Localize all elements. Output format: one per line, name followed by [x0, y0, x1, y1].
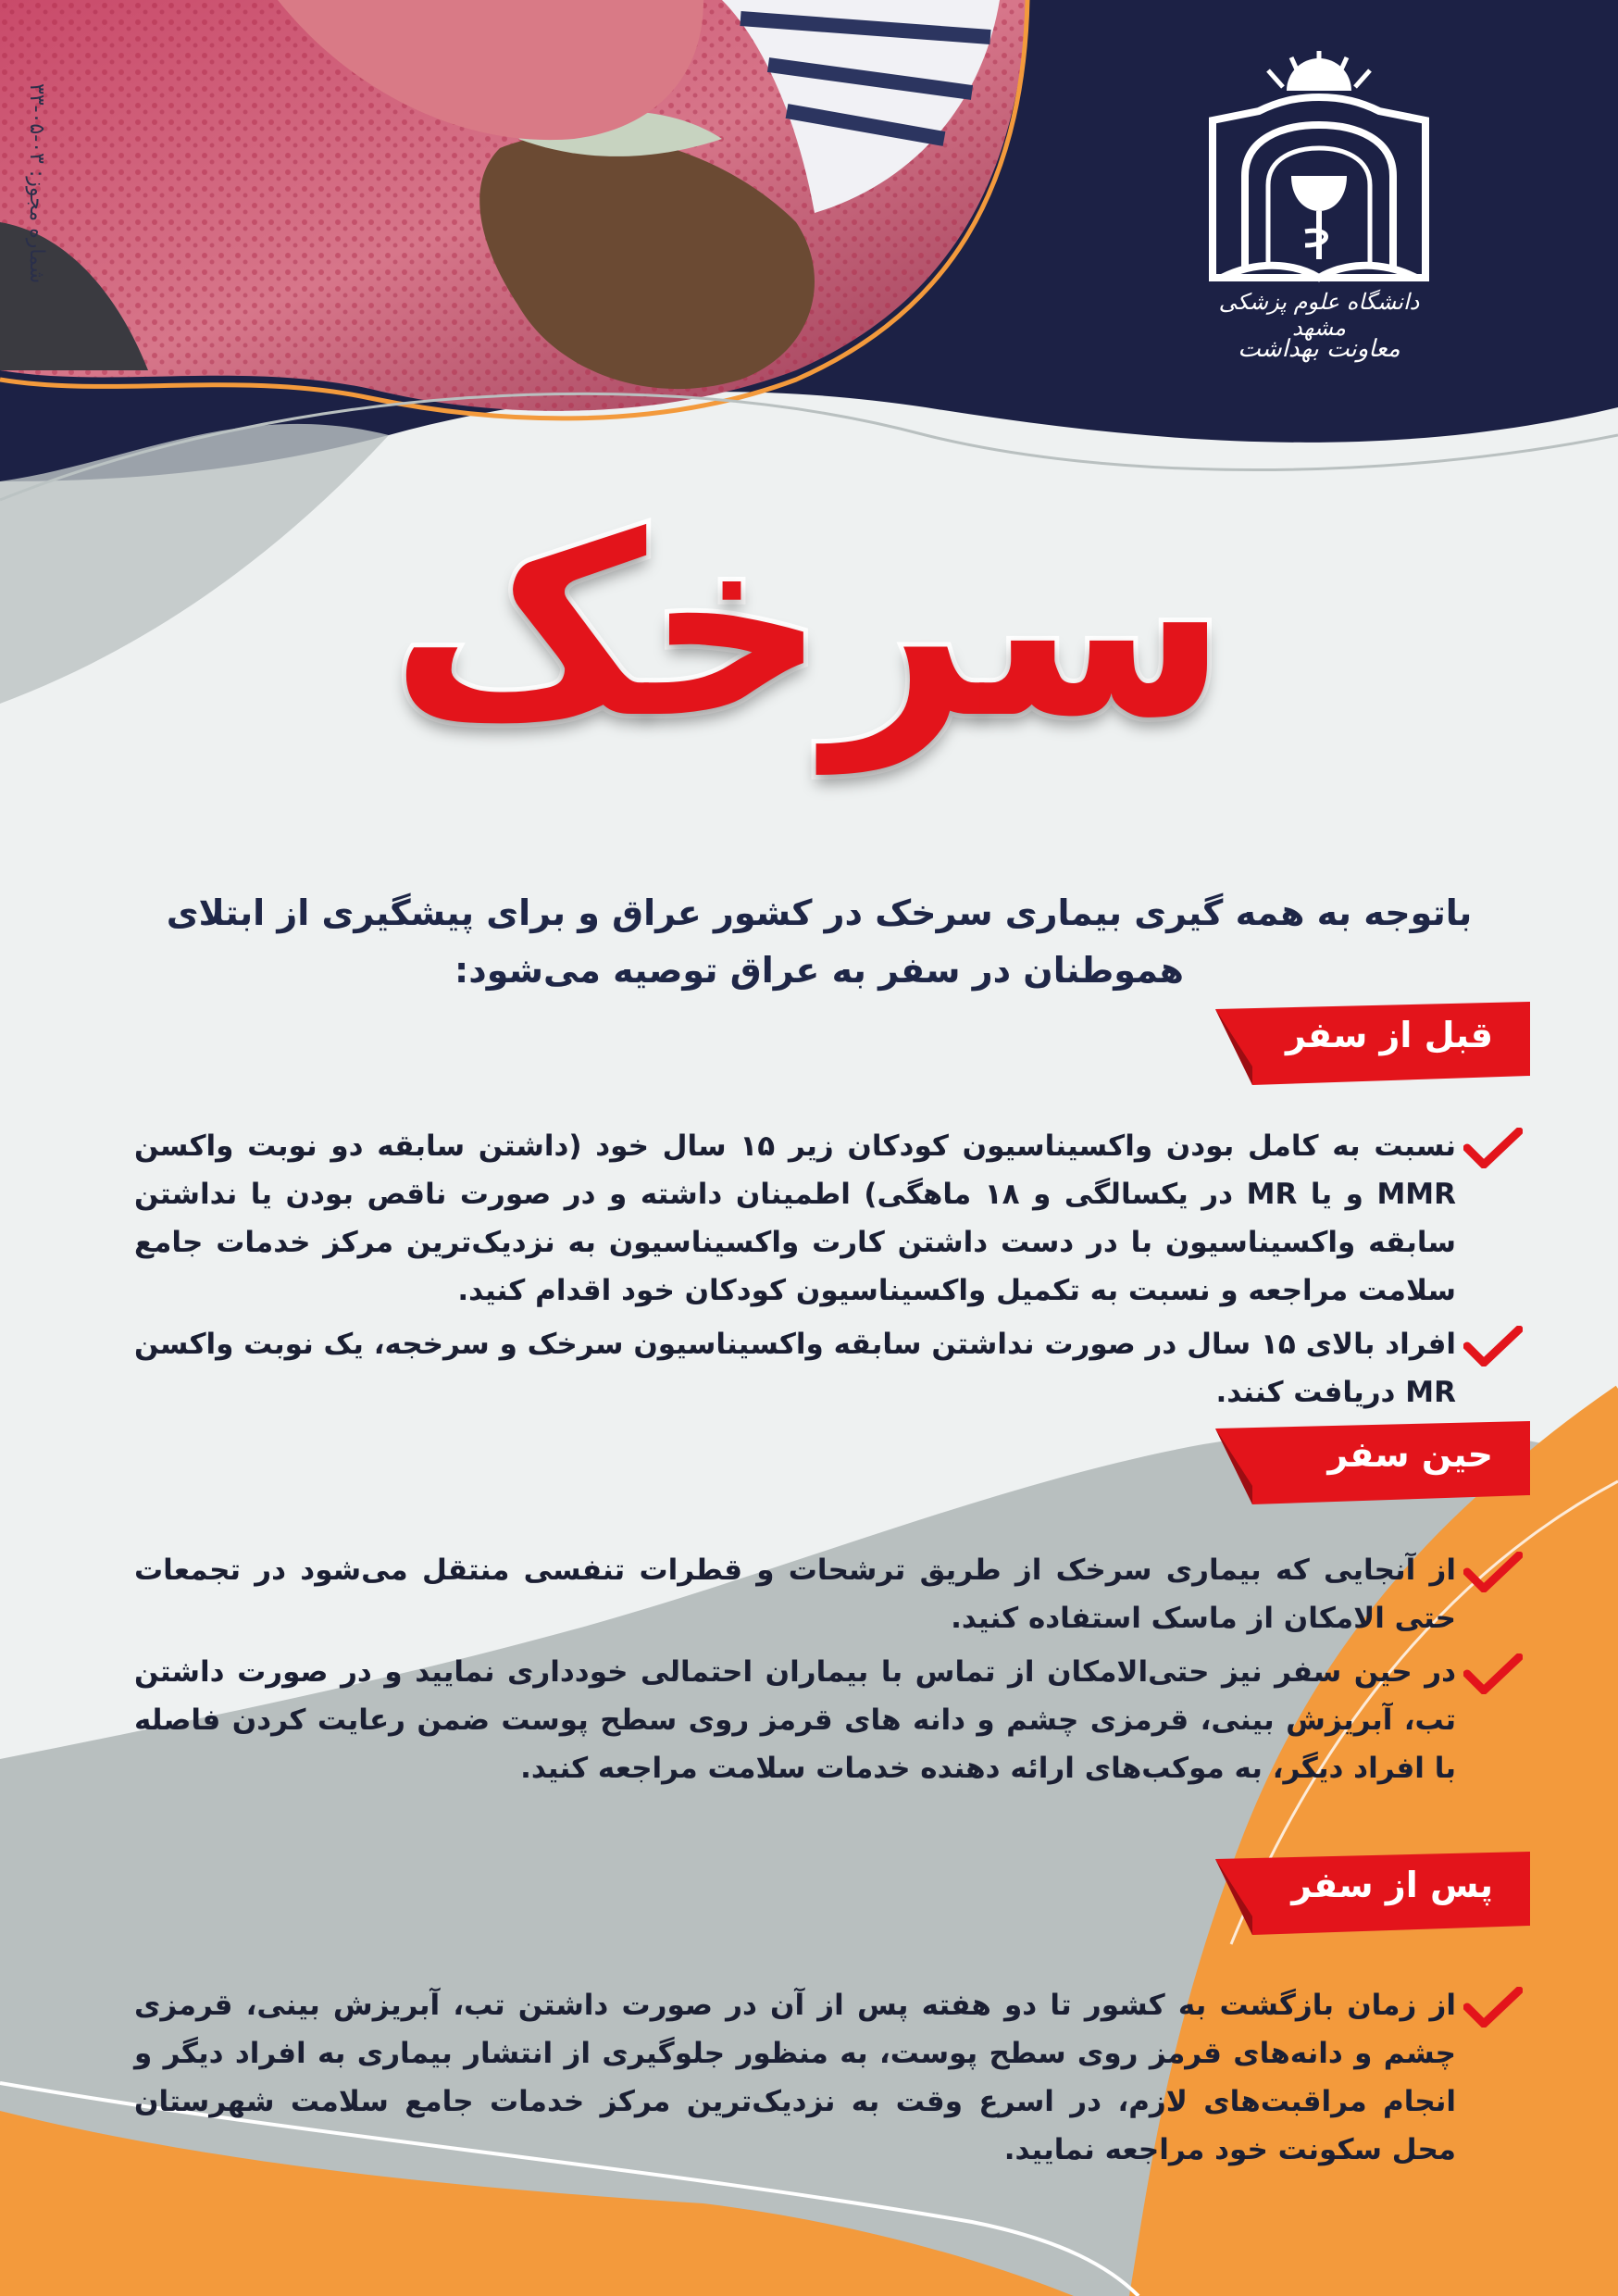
intro-text: باتوجه به همه گیری بیماری سرخک در کشور عراق و برای پیشگیری از ابتلای هموطنان در سفر به عراق توصیه می‌شود:	[166, 892, 1473, 991]
university-logo	[1194, 46, 1444, 380]
section-list-during-travel	[134, 1546, 1495, 1798]
list-item	[134, 1648, 1495, 1792]
section-list-after-travel	[134, 1981, 1495, 2179]
list-item	[134, 1981, 1495, 2174]
checkmark-icon	[1463, 1326, 1523, 1366]
section-banner-before-travel	[1215, 1002, 1530, 1085]
section-heading-before-travel: قبل از سفر	[1285, 1015, 1493, 1055]
list-item	[134, 1320, 1495, 1416]
section-heading-during-travel: حین سفر	[1327, 1434, 1493, 1475]
section-list-before-travel	[134, 1122, 1495, 1422]
list-item-text: نسبت به کامل بودن واکسیناسیون کودکان زیر ۱۵ سال خود (داشتن سابقه دو نوبت واکسن MMR و یا MR در یکسالگی و ۱۸ ماهگی) اطمینان داشته و در صورت ناقص بودن یا نداشتن سابقه واکسیناسیون با در دست داشتن کارت واکسیناسیون به نزدیک‌ترین مرکز خدمات جامع سلامت مراجعه و نسبت به تکمیل واکسیناسیون کودکان خود اقدام کنید.	[134, 1129, 1457, 1307]
page-title: سرخک	[390, 481, 1228, 773]
checkmark-icon	[1463, 1552, 1523, 1592]
list-item-text: از آنجایی که بیماری سرخک از طریق ترشحات و قطرات تنفسی منتقل می‌شود در تجمعات حتی الامکان از ماسک استفاده کنید.	[134, 1554, 1456, 1635]
list-item	[134, 1122, 1495, 1315]
logo-university-name: دانشگاه علوم پزشکی مشهد	[1218, 289, 1420, 341]
section-heading-after-travel: پس از سفر	[1291, 1865, 1493, 1905]
university-emblem-icon	[1194, 46, 1444, 306]
list-item-text: در حین سفر نیز حتی‌الامکان از تماس با بیماران احتمالی خودداری نمایید و در صورت داشتن تب، آبریزش بینی، قرمزی چشم و دانه های قرمز روی سطح پوست ضمن رعایت کردن فاصله با افراد دیگر، به موکب‌های ارائه دهنده خدمات سلامت مراجعه کنید.	[134, 1655, 1456, 1785]
list-item-text: از زمان بازگشت به کشور تا دو هفته پس از آن در صورت داشتن تب، آبریزش بینی، قرمزی چشم و دانه‌های قرمز روی سطح پوست، به منظور جلوگیری از انتشار بیماری به افراد دیگر و انجام مراقبت‌های لازم، در اسرع وقت به نزدیک‌ترین مرکز خدمات جامع سلامت شهرستان محل سکونت خود مراجعه نمایید.	[134, 1989, 1456, 2166]
list-item-text: افراد بالای ۱۵ سال در صورت نداشتن سابقه واکسیناسیون سرخک و سرخجه، یک نوبت واکسن MR دریافت کنند.	[134, 1328, 1456, 1409]
checkmark-icon	[1463, 1128, 1523, 1168]
checkmark-icon	[1463, 1653, 1523, 1694]
section-banner-after-travel	[1215, 1852, 1530, 1935]
checkmark-icon	[1463, 1987, 1523, 2028]
permit-number-text: شماره مجوز: ۰۳-۰۵-۳۳	[25, 83, 48, 284]
section-banner-during-travel	[1215, 1421, 1530, 1504]
logo-department-name: معاونت بهداشت	[1238, 335, 1400, 363]
permit-number	[20, 83, 76, 361]
list-item	[134, 1546, 1495, 1642]
